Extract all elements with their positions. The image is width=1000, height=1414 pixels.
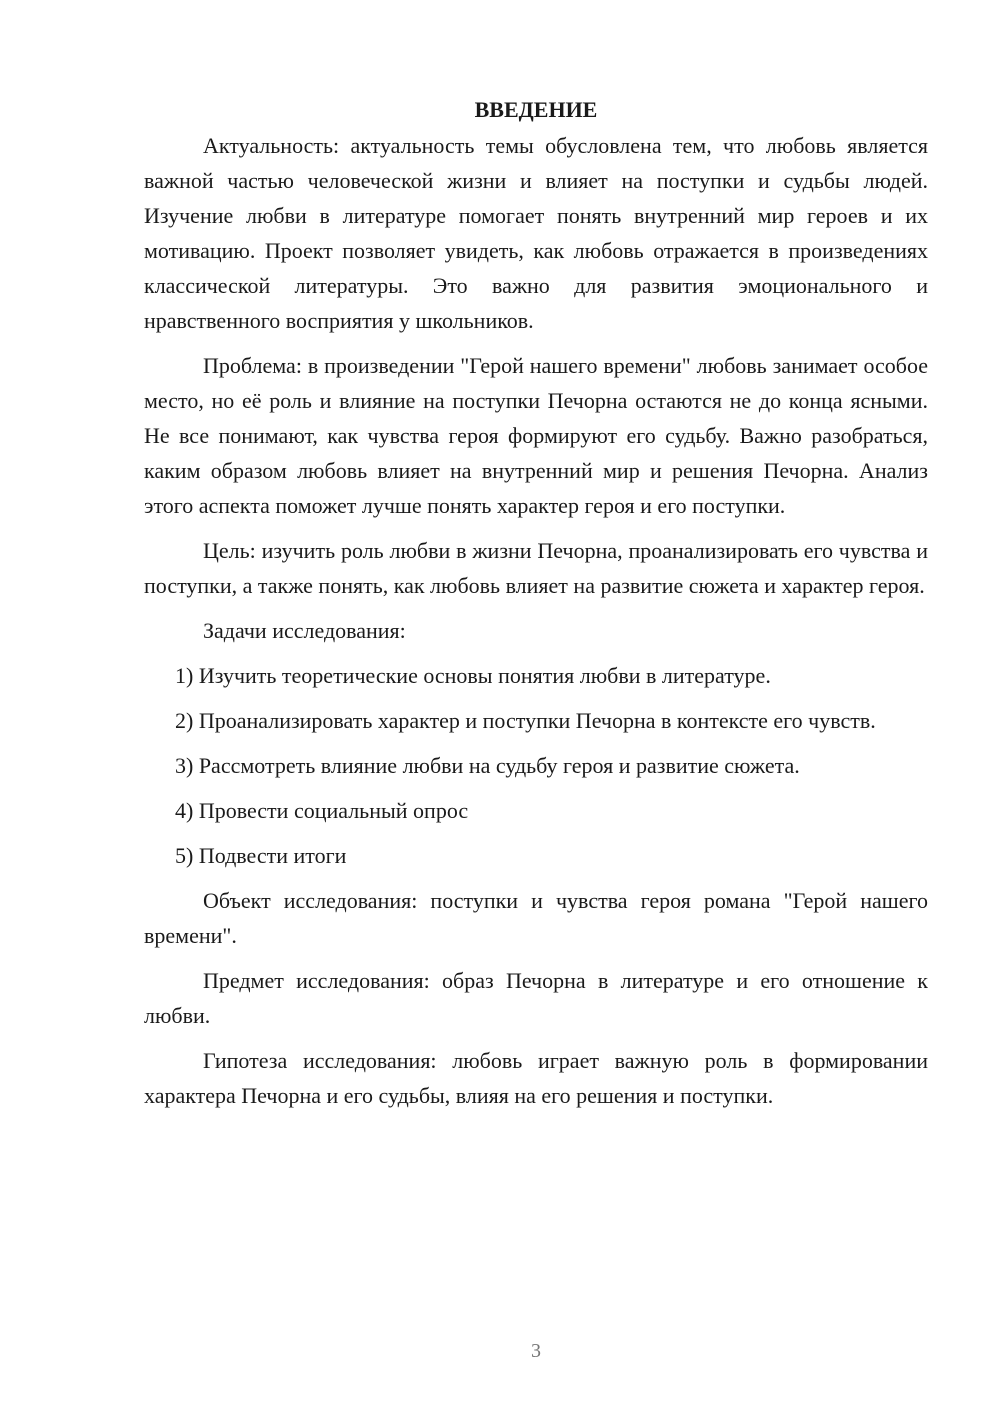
- task-item: 1) Изучить теоретические основы понятия любви в литературе.: [175, 663, 771, 688]
- goal-paragraph: Цель: изучить роль любви в жизни Печорна, проанализировать его чувства и поступки, а также понять, как любовь влияет на развитие сюжета и характер героя.: [144, 538, 928, 598]
- relevance-paragraph: Актуальность: актуальность темы обусловлена тем, что любовь является важной частью человеческой жизни и влияет на поступки и судьбы людей. Изучение любви в литературе помогает понять внутренний мир героев и их мотивацию. Проект позволяет увидеть, как любовь отражается в произведениях классической литературы. Это важно для развития эмоционального и нравственного восприятия у школьников.: [144, 133, 928, 333]
- section-title: ВВЕДЕНИЕ: [474, 97, 598, 122]
- page-number: 3: [531, 1340, 541, 1362]
- subject-paragraph: Предмет исследования: образ Печорна в литературе и его отношение к любви.: [144, 968, 928, 1028]
- tasks-heading: Задачи исследования:: [203, 618, 406, 643]
- problem-paragraph: Проблема: в произведении "Герой нашего времени" любовь занимает особое место, но её роль и влияние на поступки Печорна остаются не до конца ясными. Не все понимают, как чувства героя формируют его судьбу. Важно разобраться, каким образом любовь влияет на внутренний мир и решения Печорна. Анализ этого аспекта поможет лучше понять характер героя и его поступки.: [144, 353, 928, 518]
- object-paragraph: Объект исследования: поступки и чувства героя романа "Герой нашего времени".: [144, 888, 928, 948]
- task-item: 2) Проанализировать характер и поступки Печорна в контексте его чувств.: [175, 708, 876, 733]
- task-item: 4) Провести социальный опрос: [175, 798, 469, 823]
- hypothesis-paragraph: Гипотеза исследования: любовь играет важную роль в формировании характера Печорна и его судьбы, влияя на его решения и поступки.: [144, 1048, 928, 1108]
- task-item: 5) Подвести итоги: [175, 843, 347, 868]
- task-item: 3) Рассмотреть влияние любви на судьбу героя и развитие сюжета.: [175, 753, 800, 778]
- page-content: [144, 92, 928, 1123]
